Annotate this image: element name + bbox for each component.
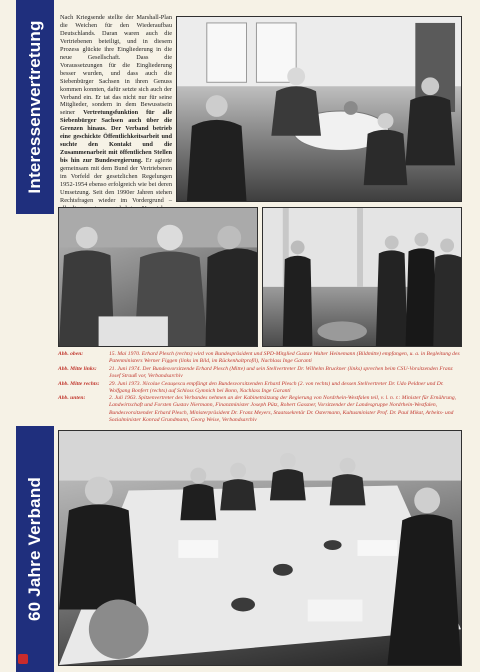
photo-strauss-meeting-1974: [58, 207, 258, 347]
section-band-bottom: [16, 426, 54, 672]
photo-cabinet-meeting-1963: [58, 430, 462, 666]
caption-text: 29. Juni 1973. Nicolae Ceaușescu empfängt den Bundesvorsitzenden Erhard Plesch (2. von rechts) und dessen Stellvertreter Dr. Udo Peldner und Dr. Wolfgang Bonfert (rechts) auf Schloss Gymnich bei Bonn, Nachlass Inge Garanti: [109, 380, 444, 394]
page-marker-icon: [18, 654, 28, 664]
caption-middle-right: [58, 381, 462, 395]
section-title-60-jahre: 60 Jahre Verband: [25, 477, 44, 621]
article-text-highlight: Vertretungsfunktion für alle Siebenbürger Sachsen auch über die Grenzen hinaus. Der Verband betrieb eine geschickte Öffentlichkeitsarbeit und suchte den Kontakt und die Zusammenarbeit mit öffentlichen Stellen bis hin zur Bundesregierung.: [60, 109, 172, 165]
article-text-outro: Er agierte gemeinsam mit dem Bund der Vertriebenen im Vorfeld der gesetzlichen Regelungen 1952-1954 ebenso erfolgreich wie bei deren Umsetzung. Seit den 1990er Jahren stehen Rechtsfragen wieder im Vordergrund –: [60, 157, 172, 204]
caption-label: Abb. Mitte links:: [58, 365, 97, 372]
article-text-intro: Nach Kriegsende stellte der Marshall-Plan die Weichen für den Wiederaufbau Deutschlands. Daran waren auch die Vertriebenen beteiligt, und in diesem Prozess glückte ihre Eingliederung in die neue Gesellschaft. Dass die Voraussetzungen für die Eingliederung besser wurden, und dass auch die Siebenbürger Sachsen in ihren Genuss kommen konnten, dafür setzte sich auch der Verband ein. Er tat das nicht nur für seine Mitglieder, sondern in dem Bewusstsein seiner: [60, 14, 172, 117]
section-band-top: [16, 0, 54, 214]
section-title-interessenvertretung: Interessenvertretung: [25, 20, 44, 194]
photo-captions: [58, 351, 462, 424]
caption-label: Abb. oben:: [58, 351, 84, 357]
caption-label: Abb. unten:: [58, 395, 86, 402]
caption-text: 15. Mai 1970. Erhard Plesch (rechts) wird von Bundespräsident und SPD-Mitglied Gustav Walter Heinemann (Bildmitte) empfangen, u. a. in Begleitung des Patenministers Werner Figgen (links im Bild, im Rückenhaltprofil), Nachlass Inge Garanti: [109, 351, 460, 365]
caption-text: 2. Juli 1963. Spitzenvertreter des Verbandes nehmen an der Kabinettsitzung der Regierung von Nordrhein-Westfalen teil, v. l. n. r.: Minister für Ernährung, Landwirtschaft und Forsten Gustav Niermann, Finanzminister Joseph Pütz, Robert Gassner, Vorsitzender der Landesgruppe Nordrhein-Westfalen, Bundesvorsitzender Erhard Plesch, Ministerpräsident Dr. Franz Meyers, Staatssekretär Dr. Ostermann, Kultusminister Prof. Dr. Paul Mikat, Arbeits- und Sozialminister Konrad Grundmann, Georg Weise, Verbandsarchiv: [109, 395, 457, 423]
photo-ceausescu-reception-1973: [262, 207, 462, 347]
caption-top: [58, 351, 462, 365]
caption-bottom: [58, 395, 462, 423]
photo-reception-1970: [176, 16, 462, 202]
caption-label: Abb. Mitte rechts:: [58, 380, 100, 387]
caption-text: 21. Juni 1974. Der Bundesvorsitzende Erhard Plesch (Mitte) und sein Stellvertreter Dr. Wilhelm Bruckner (links) sprechen beim CSU-Vorsitzenden Franz Josef Strauß vor, Verbandsarchiv: [109, 365, 453, 379]
caption-middle-left: [58, 366, 462, 380]
